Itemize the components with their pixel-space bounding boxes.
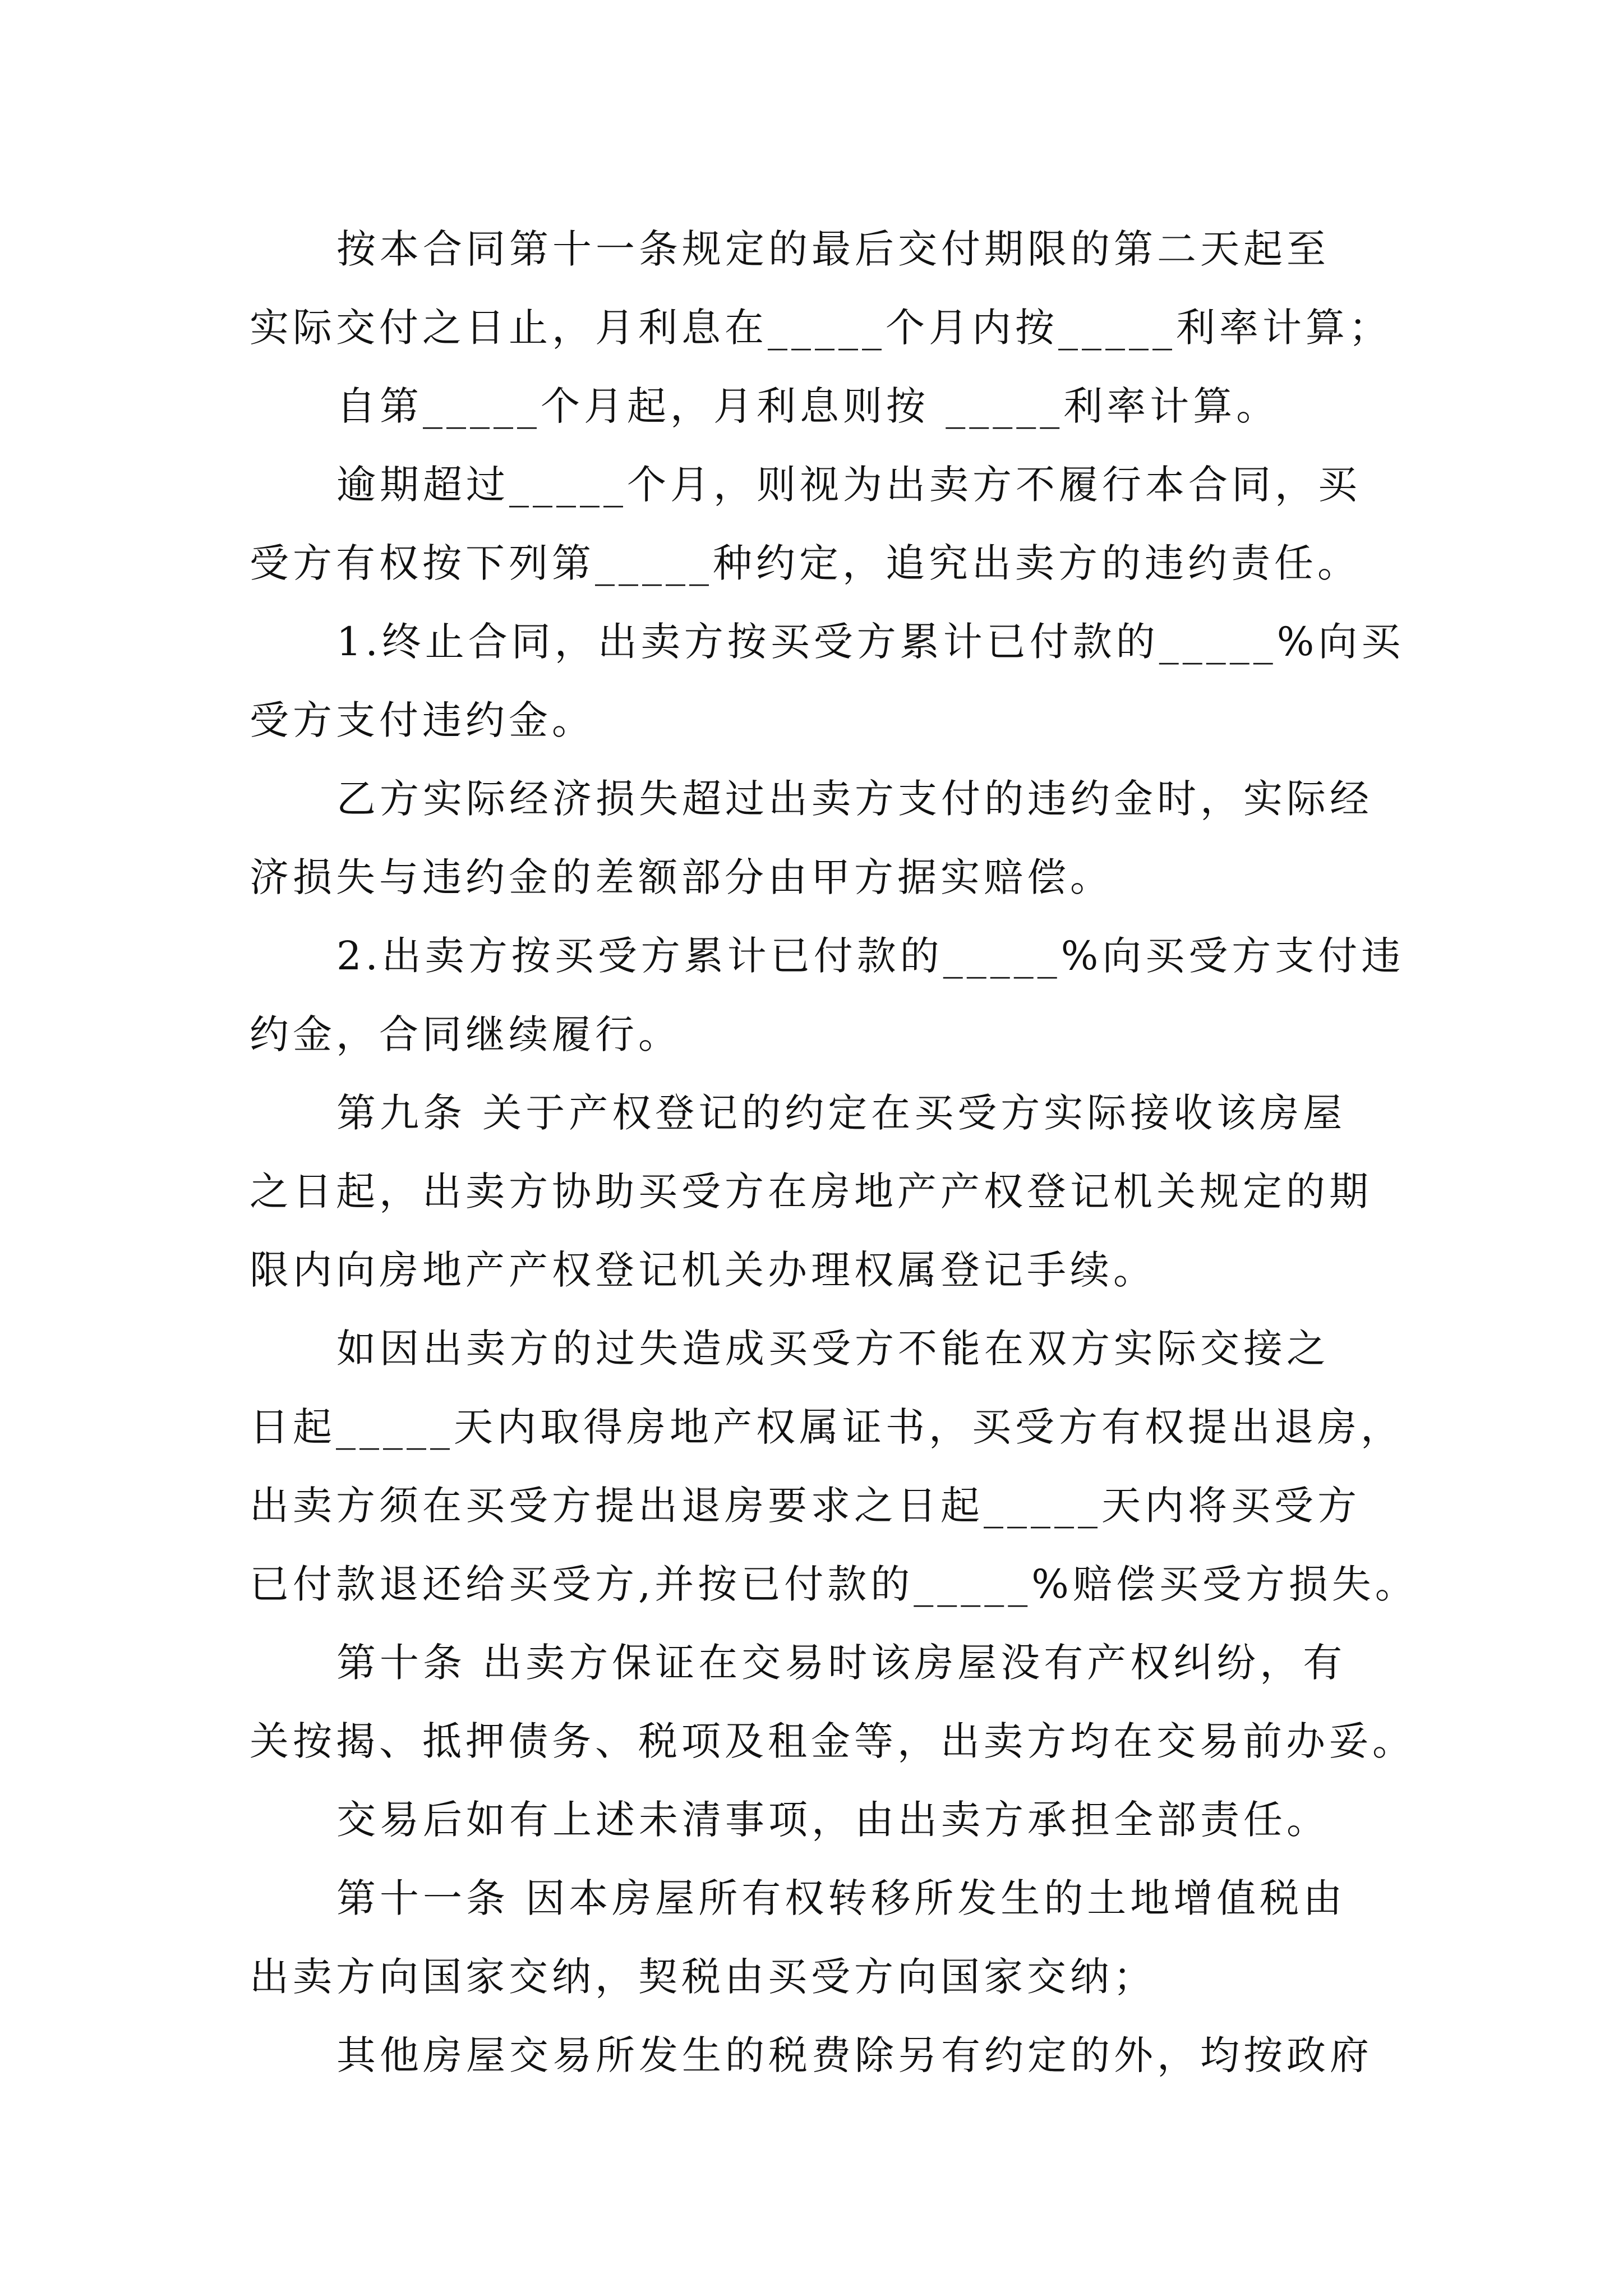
text-line: 限内向房地产产权登记机关办理权属登记手续。 (250, 1247, 1156, 1293)
text-line: 交易后如有上述未清事项，由出卖方承担全部责任。 (336, 1797, 1330, 1843)
text-line: 其他房屋交易所发生的税费除另有约定的外，均按政府 (336, 2032, 1373, 2078)
text-line: 受方有权按下列第_____种约定，追究出卖方的违约责任。 (250, 540, 1361, 586)
text-line: 实际交付之日止，月利息在_____个月内按_____利率计算； (250, 305, 1392, 351)
text-line: 第九条 关于产权登记的约定在买受方实际接收该房屋 (336, 1090, 1347, 1136)
text-line: 出卖方向国家交纳，契税由买受方向国家交纳； (250, 1954, 1156, 2000)
text-line: 第十一条 因本房屋所有权转移所发生的土地增值税由 (336, 1875, 1347, 1921)
text-line: 济损失与违约金的差额部分由甲方据实赔偿。 (250, 854, 1113, 900)
text-line: 如因出卖方的过失造成买受方不能在双方实际交接之 (336, 1326, 1330, 1372)
text-line: 乙方实际经济损失超过出卖方支付的违约金时，实际经 (336, 776, 1373, 822)
text-line: 关按揭、抵押债务、税项及租金等，出卖方均在交易前办妥。 (250, 1718, 1415, 1764)
text-line: 已付款退还给买受方,并按已付款的_____%赔偿买受方损失。 (250, 1561, 1418, 1607)
text-line: 逾期超过_____个月，则视为出卖方不履行本合同，买 (336, 462, 1361, 508)
text-line: 自第_____个月起，月利息则按 _____利率计算。 (336, 383, 1280, 429)
text-line: 第十条 出卖方保证在交易时该房屋没有产权纠纷，有 (336, 1640, 1347, 1686)
text-line: 日起_____天内取得房地产权属证书，买受方有权提出退房， (250, 1404, 1404, 1450)
text-line: 1.终止合同，出卖方按买受方累计已付款的_____%向买 (336, 619, 1405, 665)
text-line: 之日起，出卖方协助买受方在房地产产权登记机关规定的期 (250, 1168, 1372, 1214)
document-body (250, 210, 1418, 2095)
text-line: 出卖方须在买受方提出退房要求之日起_____天内将买受方 (250, 1483, 1361, 1529)
text-line: 受方支付违约金。 (250, 697, 595, 743)
text-line: 2.出卖方按买受方累计已付款的_____%向买受方支付违 (336, 933, 1405, 979)
text-line: 约金，合同继续履行。 (250, 1011, 681, 1057)
text-line: 按本合同第十一条规定的最后交付期限的第二天起至 (336, 226, 1330, 272)
